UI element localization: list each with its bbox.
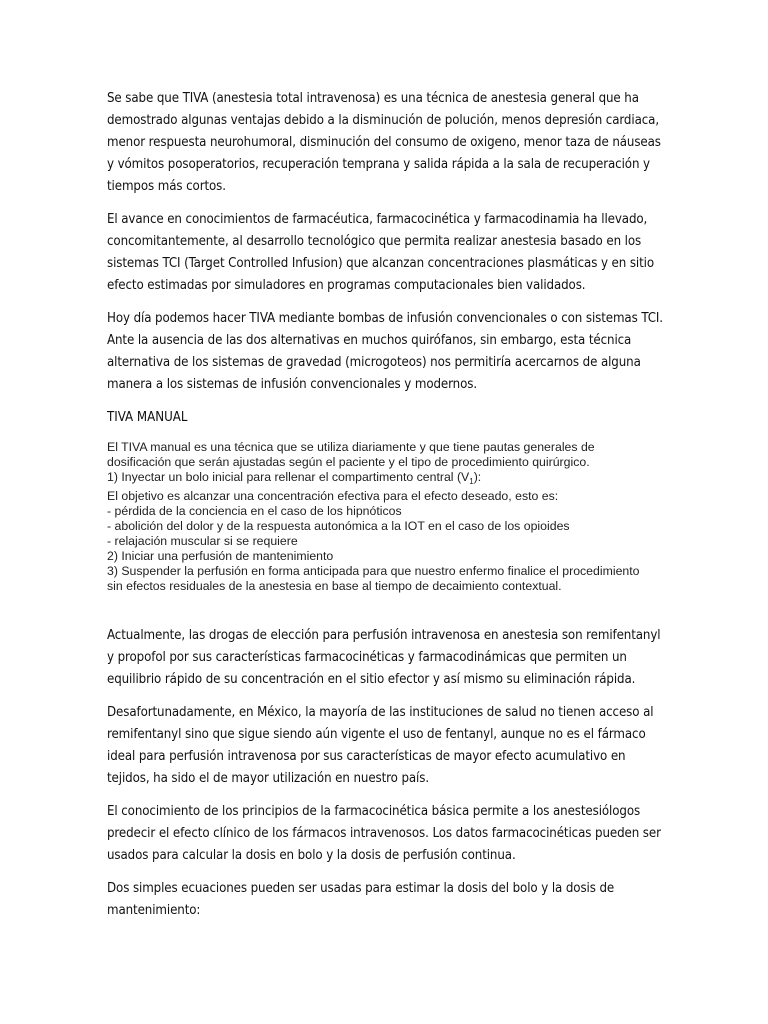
tiva-manual-block [107, 440, 667, 594]
manual-step-1 [107, 470, 667, 489]
manual-bullet-2: - abolición del dolor y de la respuesta autonómica a la IOT en el caso de los opioides [107, 519, 570, 533]
manual-step-1-suffix: ): [473, 470, 482, 484]
manual-intro-line-1: El TIVA manual es una técnica que se utiliza diariamente y que tiene pautas generales de [107, 440, 595, 454]
document-page [107, 88, 667, 933]
paragraph-equations-intro: Dos simples ecuaciones pueden ser usadas para estimar la dosis del bolo y la dosis de mantenimiento: [107, 881, 615, 918]
manual-step-3-line-1: 3) Suspender la perfusión en forma anticipada para que nuestro enfermo finalice el procedimiento [107, 564, 640, 578]
manual-step-1-subscript: 1 [469, 477, 474, 486]
manual-step-3-line-2: sin efectos residuales de la anestesia en base al tiempo de decaimiento contextual. [107, 579, 562, 593]
manual-intro-line-2: dosificación que serán ajustadas según el paciente y el tipo de procedimiento quirúrgico. [107, 455, 590, 469]
paragraph-drug-choice: Actualmente, las drogas de elección para perfusión intravenosa en anestesia son remifentanyl y propofol por sus características farmacocinéticas y farmacodinámicas que permiten un equilibrio rápido de su concentración en el sitio efector y así mismo su eliminación rápida. [107, 628, 661, 687]
manual-goal: El objetivo es alcanzar una concentración efectiva para el efecto deseado, esto es: [107, 489, 559, 503]
paragraph-tiva-intro: Se sabe que TIVA (anestesia total intravenosa) es una técnica de anestesia general que ha demostrado algunas ventajas debido a la disminución de polución, menos depresión cardiaca, menor respuesta neurohumoral, disminución del consumo de oxigeno, menor taza de náuseas y vómitos posoperatorios, recuperación temprana y salida rápida a la sala de recuperación y tiempos más cortos. [107, 91, 661, 194]
manual-bullet-1: - pérdida de la conciencia en el caso de los hipnóticos [107, 504, 402, 518]
paragraph-tiva-today: Hoy día podemos hacer TIVA mediante bombas de infusión convencionales o con sistemas TCI. Ante la ausencia de las dos alternativas en muchos quirófanos, sin embargo, esta técnica alternativa de los sistemas de gravedad (microgoteos) nos permitiría acercarnos de alguna manera a los sistemas de infusión convencionales y modernos. [107, 311, 663, 392]
manual-step-1-text: 1) Inyectar un bolo inicial para rellenar el compartimento central (V [107, 470, 470, 484]
manual-step-2: 2) Iniciar una perfusión de mantenimiento [107, 549, 334, 563]
manual-bullet-3: - relajación muscular si se requiere [107, 534, 298, 548]
section-heading-tiva-manual: TIVA MANUAL [107, 410, 188, 425]
paragraph-tci-advances: El avance en conocimientos de farmacéutica, farmacocinética y farmacodinamia ha llevado, concomitantemente, al desarrollo tecnológico que permita realizar anestesia basado en los sistemas TCI (Target Controlled Infusion) que alcanzan concentraciones plasmáticas y en sitio efecto estimadas por simuladores en programas computacionales bien validados. [107, 212, 655, 293]
paragraph-pharmacokinetics: El conocimiento de los principios de la farmacocinética básica permite a los anestesiólogos predecir el efecto clínico de los fármacos intravenosos. Los datos farmacocinéticas pueden ser usados para calcular la dosis en bolo y la dosis de perfusión continua. [107, 804, 661, 863]
paragraph-mexico-access: Desafortunadamente, en México, la mayoría de las instituciones de salud no tienen acceso al remifentanyl sino que sigue siendo aún vigente el uso de fentanyl, aunque no es el fármaco ideal para perfusión intravenosa por sus características de mayor efecto acumulativo en tejidos, ha sido el de mayor utilización en nuestro país. [107, 705, 654, 786]
